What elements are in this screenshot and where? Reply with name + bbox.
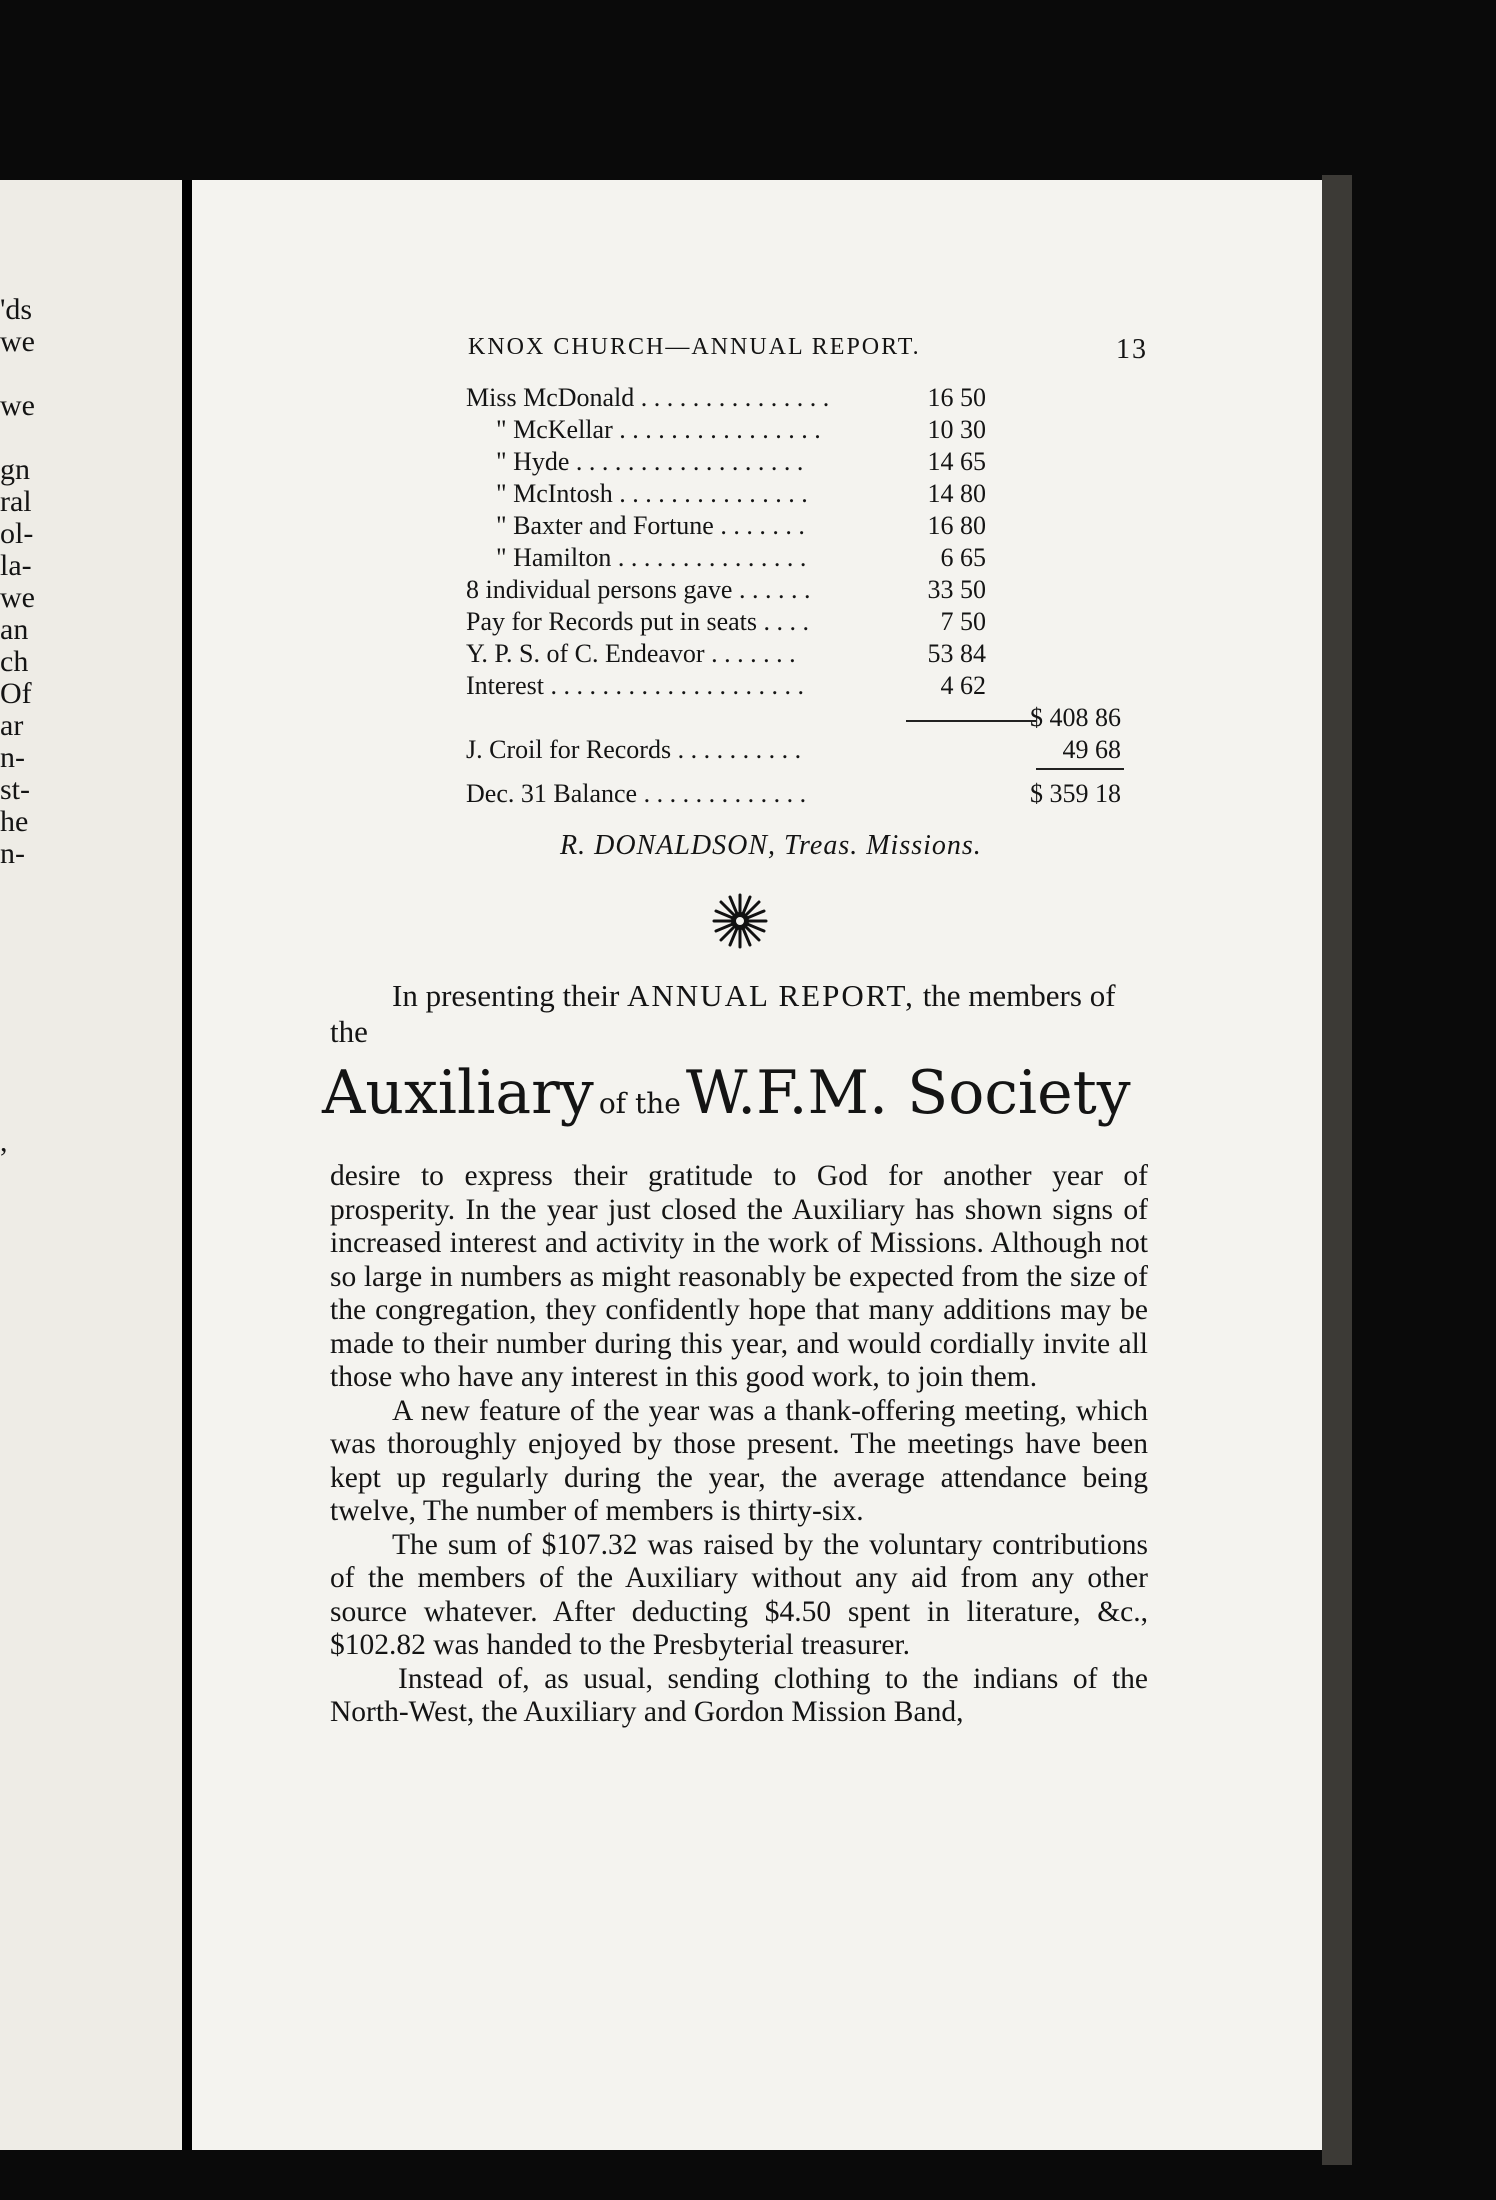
- left-fragment: [0, 998, 60, 1030]
- left-page-text-fragments: [0, 294, 60, 1158]
- left-fragment: Of: [0, 677, 32, 710]
- left-fragment: an: [0, 613, 29, 646]
- left-fragment: [0, 902, 60, 934]
- balance-rule: [1036, 768, 1124, 770]
- paragraph-2: A new feature of the year was a thank-offering meeting, which was thoroughly enjoyed by those present. The meetings have been kept up regularly during the year, the average attendance being twelve, The number of members is thirty-six.: [330, 1394, 1148, 1527]
- society-title-part2: of the: [598, 1087, 681, 1120]
- account-row: [466, 446, 1126, 478]
- paragraph-4: Instead of, as usual, sending clothing to the indians of the North-West, the Auxiliary and Gordon Mission Band,: [330, 1662, 1148, 1728]
- account-label: Miss McDonald . . . . . . . . . . . . . . .: [466, 383, 830, 412]
- account-label: Pay for Records put in seats . . . .: [466, 607, 810, 636]
- deduction-label: J. Croil for Records . . . . . . . . . .: [466, 735, 802, 764]
- header-title: KNOX CHURCH—ANNUAL REPORT.: [468, 334, 921, 360]
- account-amount: 4 62: [940, 671, 986, 700]
- running-header: [468, 334, 1148, 374]
- account-amount: 14 65: [927, 447, 986, 476]
- account-amount: 53 84: [927, 639, 986, 668]
- account-row: [466, 574, 1126, 606]
- deduction-amount: 49 68: [1062, 735, 1121, 764]
- left-fragment: [0, 1094, 60, 1126]
- account-row: [466, 606, 1126, 638]
- left-fragment: [0, 1030, 60, 1062]
- account-amount: 16 80: [927, 511, 986, 540]
- intro-after: the members of the: [330, 978, 1116, 1049]
- account-amount: 16 50: [927, 383, 986, 412]
- deduction-row: [466, 734, 1126, 766]
- subtotal-amount: $ 408 86: [1030, 703, 1121, 732]
- left-fragment: la-: [0, 549, 32, 582]
- account-row: [466, 510, 1126, 542]
- left-fragment: st-: [0, 773, 30, 806]
- account-row: [466, 382, 1126, 414]
- society-title-part1: Auxiliary: [322, 1058, 594, 1128]
- left-fragment: we: [0, 325, 35, 358]
- account-amount: 10 30: [927, 415, 986, 444]
- account-row: [466, 638, 1126, 670]
- sun-ornament-icon: [712, 893, 768, 949]
- account-row: [466, 478, 1126, 510]
- left-fragment: ar: [0, 709, 24, 742]
- society-title: [322, 1058, 1152, 1148]
- left-fragment: ol-: [0, 517, 34, 550]
- left-fragment: 'ds: [0, 293, 33, 326]
- treasurer-signature: R. DONALDSON, Treas. Missions.: [560, 830, 982, 861]
- left-fragment: we: [0, 581, 35, 614]
- left-fragment: we: [0, 389, 35, 422]
- account-label: " McKellar . . . . . . . . . . . . . . . .: [496, 415, 821, 444]
- paragraph-3: The sum of $107.32 was raised by the voluntary contributions of the members of the Auxiliary without any aid from any other source whatever. After deducting $4.50 spent in literature, &c., $102.82 was handed to the Presbyterial treasurer.: [330, 1528, 1148, 1661]
- account-label: Y. P. S. of C. Endeavor . . . . . . .: [466, 639, 796, 668]
- balance-rule-row: [466, 766, 1126, 778]
- left-fragment: [0, 870, 60, 902]
- left-fragment: [0, 422, 60, 454]
- left-fragment: [0, 1062, 60, 1094]
- intro-before: In presenting their: [392, 978, 620, 1013]
- page-edge-right: [1322, 175, 1352, 2165]
- account-amount: 33 50: [927, 575, 986, 604]
- balance-row: [466, 778, 1126, 810]
- account-label: Interest . . . . . . . . . . . . . . . . . . . .: [466, 671, 804, 700]
- left-fragment: he: [0, 805, 29, 838]
- left-fragment: [0, 966, 60, 998]
- intro-paragraph: [330, 978, 1150, 1050]
- treasurer-accounts: [466, 382, 1126, 810]
- left-fragment: ral: [0, 485, 32, 518]
- left-fragment: [0, 934, 60, 966]
- intro-caps: ANNUAL REPORT,: [627, 978, 915, 1013]
- left-fragment: [0, 358, 60, 390]
- balance-label: Dec. 31 Balance . . . . . . . . . . . . .: [466, 779, 807, 808]
- left-fragment: ,: [0, 1125, 8, 1158]
- account-row: [466, 670, 1126, 702]
- account-label: " Hyde . . . . . . . . . . . . . . . . . .: [496, 447, 804, 476]
- account-row: [466, 414, 1126, 446]
- account-amount: 7 50: [940, 607, 986, 636]
- account-label: " Hamilton . . . . . . . . . . . . . . .: [496, 543, 807, 572]
- balance-amount: $ 359 18: [1030, 779, 1121, 808]
- account-amount: 6 65: [940, 543, 986, 572]
- account-row: [466, 542, 1126, 574]
- left-fragment: gn: [0, 453, 30, 486]
- account-amount: 14 80: [927, 479, 986, 508]
- paragraph-1: desire to express their gratitude to God for another year of prosperity. In the year just closed the Auxiliary has shown signs of increased interest and activity in the work of Missions. Although not so large in numbers as might reasonably be expected from the size of the congregation, they confidently hope that many additions may be made to their number during this year, and would cordially invite all those who have any interest in this good work, to join them.: [330, 1160, 1148, 1393]
- left-fragment: n-: [0, 837, 25, 870]
- left-fragment: ch: [0, 645, 29, 678]
- account-label: " Baxter and Fortune . . . . . . .: [496, 511, 805, 540]
- book-gutter: [182, 180, 192, 2150]
- account-label: 8 individual persons gave . . . . . .: [466, 575, 811, 604]
- subtotal-row: [466, 702, 1126, 734]
- left-fragment: n-: [0, 741, 25, 774]
- report-body: [330, 1160, 1148, 1730]
- page-number: 13: [1116, 334, 1148, 365]
- account-label: " McIntosh . . . . . . . . . . . . . . .: [496, 479, 808, 508]
- society-title-part3: W.F.M. Society: [685, 1058, 1131, 1128]
